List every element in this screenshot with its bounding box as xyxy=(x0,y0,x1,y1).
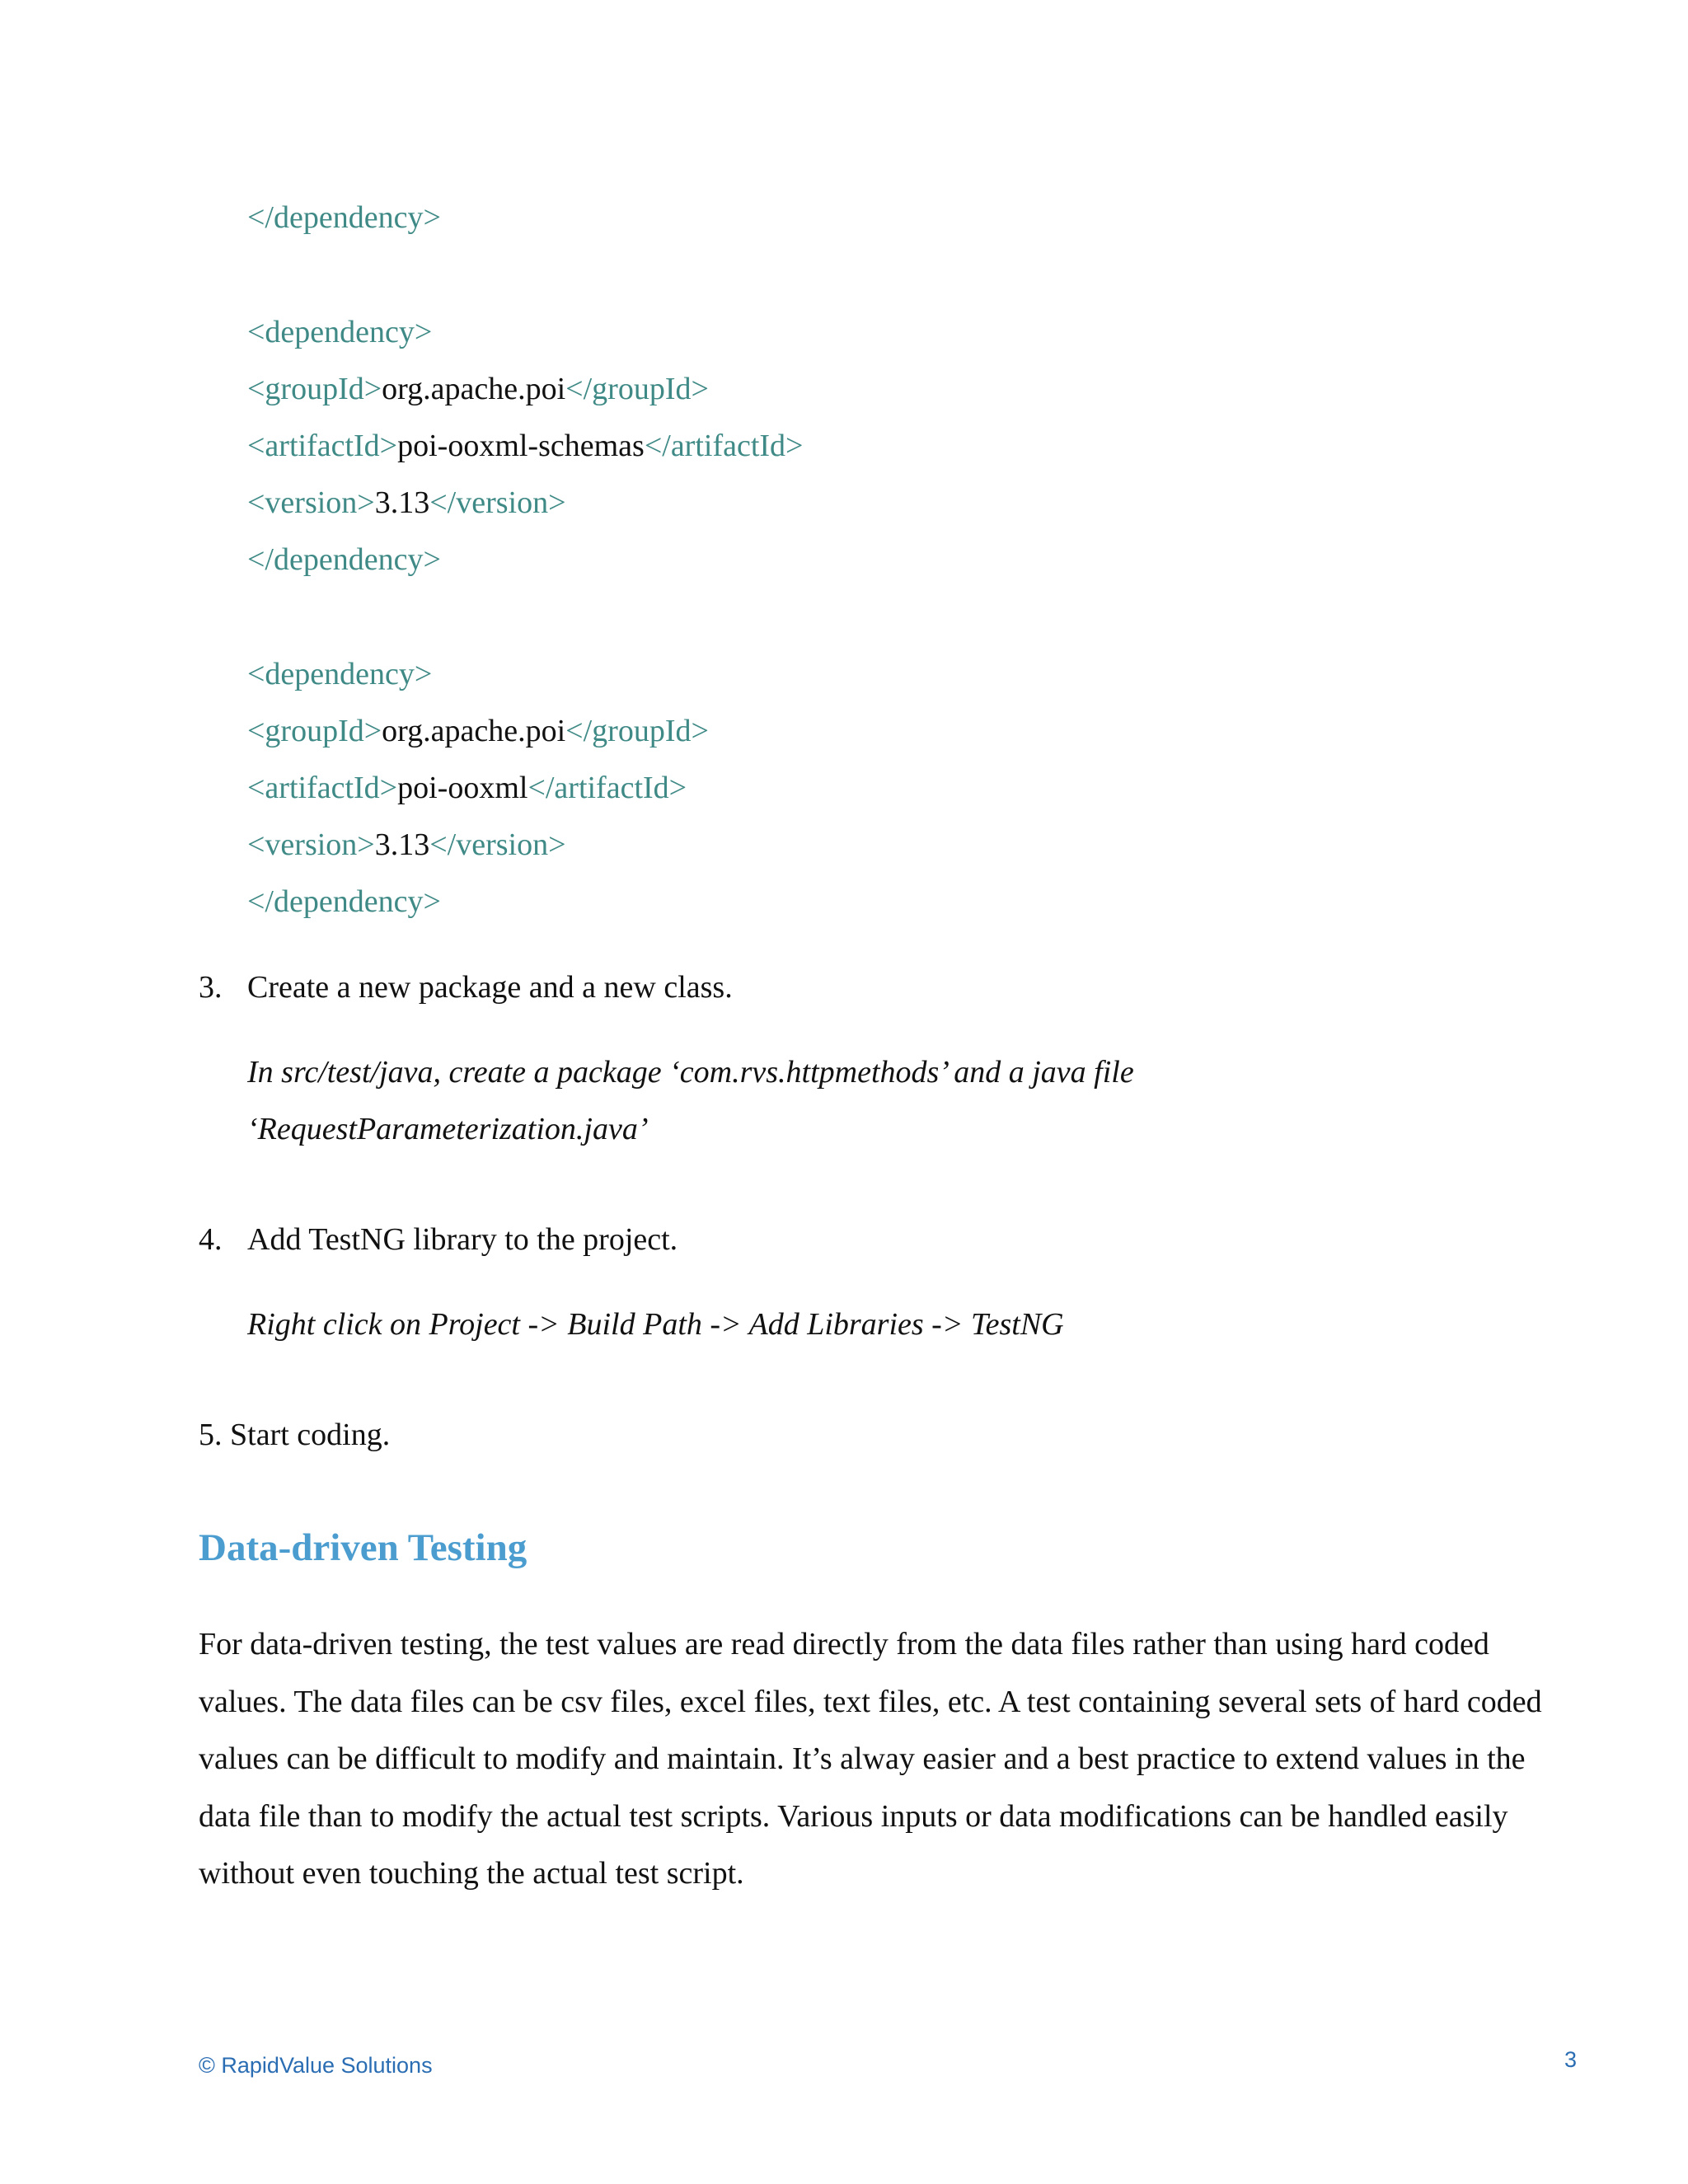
xml-tag: </dependency> xyxy=(247,200,441,235)
xml-value: org.apache.poi xyxy=(382,372,566,406)
footer-copyright: © RapidValue Solutions xyxy=(199,2053,433,2078)
step-4-text: Add TestNG library to the project. xyxy=(247,1222,678,1257)
xml-value: poi-ooxml xyxy=(397,771,528,805)
xml-tag: </artifactId> xyxy=(528,771,687,805)
xml-tag: </artifactId> xyxy=(644,429,804,463)
xml-tag: <artifactId> xyxy=(247,771,398,805)
step-3-text: Create a new package and a new class. xyxy=(247,970,733,1005)
xml-value: 3.13 xyxy=(374,827,430,862)
xml-value: poi-ooxml-schemas xyxy=(397,429,645,463)
section-paragraph: For data-driven testing, the test values are read directly from the data files rather than using hard coded values. The data files can be csv files, excel files, text files, etc. A test containing several sets of hard coded values can be difficult to modify and maintain. It’s alway easier and a best practice to extend values in the data file than to modify the actual test scripts. Various inputs or data modifications can be handled easily without even touching the actual test script. xyxy=(199,1627,1542,1891)
xml-tag: <artifactId> xyxy=(247,429,398,463)
xml-tag: <version> xyxy=(247,827,375,862)
xml-tag: </dependency> xyxy=(247,884,441,919)
xml-tag: <dependency> xyxy=(247,315,433,349)
step-3-detail-line-2: ‘RequestParameterization.java’ xyxy=(247,1112,649,1146)
xml-tag: </dependency> xyxy=(247,542,441,577)
xml-tag: <groupId> xyxy=(247,372,382,406)
page-number: 3 xyxy=(1564,2047,1578,2072)
xml-tag: <groupId> xyxy=(247,714,382,748)
code-line-group-id xyxy=(247,368,709,410)
code-line-dependency-close xyxy=(247,197,441,238)
code-line-dependency-close xyxy=(247,539,441,580)
xml-tag: </groupId> xyxy=(565,714,709,748)
code-line-version xyxy=(247,482,566,523)
code-line-dependency-open xyxy=(247,312,432,353)
xml-tag: </version> xyxy=(429,827,566,862)
code-line-artifact-id xyxy=(247,425,803,466)
step-4-number: 4. xyxy=(199,1222,223,1257)
step-4-detail: Right click on Project -> Build Path -> Add Libraries -> TestNG xyxy=(247,1307,1064,1342)
xml-tag: <dependency> xyxy=(247,657,433,691)
xml-value: org.apache.poi xyxy=(382,714,566,748)
xml-tag: </version> xyxy=(429,485,566,520)
code-line-version xyxy=(247,824,566,865)
code-line-artifact-id xyxy=(247,767,687,808)
code-line-group-id xyxy=(247,710,709,752)
code-line-dependency-open xyxy=(247,654,432,695)
step-3-detail-line-1: In src/test/java, create a package ‘com.rvs.httpmethods’ and a java file xyxy=(247,1055,1134,1090)
section-heading: Data-driven Testing xyxy=(199,1526,528,1569)
xml-tag: </groupId> xyxy=(565,372,709,406)
code-line-dependency-close xyxy=(247,881,441,922)
xml-value: 3.13 xyxy=(374,485,430,520)
xml-tag: <version> xyxy=(247,485,375,520)
step-5-text: 5. Start coding. xyxy=(199,1418,391,1452)
step-3-number: 3. xyxy=(199,970,223,1005)
